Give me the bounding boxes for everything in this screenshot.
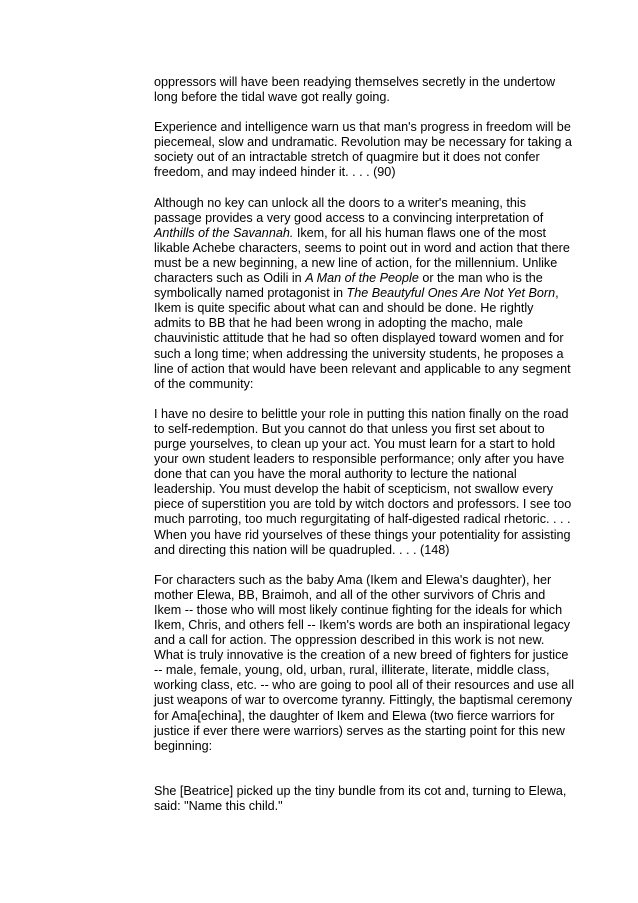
text-run: , Ikem is quite specific about what can and should be done. He rightly admits to BB that he had been wrong in adopting the macho, male chauvinistic attitude that he had so often displayed toward women and for such a long time; when addressing the university students, he proposes a line of action that would have been relevant and applicable to any segment of the community: (154, 286, 571, 391)
paragraph-quote-freedom (154, 120, 574, 180)
body-text (154, 75, 574, 829)
paragraph-new-beginning (154, 573, 574, 754)
text-run: She [Beatrice] picked up the tiny bundle from its cot and, turning to Elewa, said: "Name this child." (154, 783, 567, 813)
paragraph-quote-continuation (154, 75, 574, 105)
text-run: Although no key can unlock all the doors to a writer's meaning, this passage provides a very good access to a convincing interpretation of (154, 195, 544, 225)
text-run: I have no desire to belittle your role in putting this nation finally on the road to self-redemption. But you cannot do that unless you first set about to purge yourselves, to clean up your act. You must learn for a start to hold your own student leaders to responsible performance; only after you have done that can you have the moral authority to lecture the national leadership. You must develop the habit of scepticism, not swallow every piece of superstition you are told by witch doctors and professors. I see too much parroting, too much regurgitating of half-digested radical rhetoric. . . . When you have rid yourselves of these things your potentiality for assisting and directing this nation will be quadrupled. . . . (148) (154, 406, 572, 557)
paragraph-quote-students (154, 407, 574, 558)
title-anthills: Anthills of the Savannah. (154, 225, 294, 240)
paragraph-interpretation (154, 196, 574, 392)
title-beautyful-ones: The Beautyful Ones Are Not Yet Born (346, 286, 556, 301)
text-run: For characters such as the baby Ama (Ikem and Elewa's daughter), her mother Elewa, BB, Braimoh, and all of the other survivors of Chris and Ikem -- those who will most likely continue fighting for the ideals for which Ikem, Chris, and others fell -- Ikem's words are both an inspirational legacy and a call for action. The oppression described in this work is not new. What is truly innovative is the creation of a new breed of fighters for justice -- male, female, young, old, urban, rural, illiterate, literate, middle class, working class, etc. -- who are going to pool all of their resources and use all just weapons of war to overcome tyranny. Fittingly, the baptismal ceremony for Ama[echina], the daughter of Ikem and Elewa (two fierce warriors for justice if ever there were warriors) serves as the starting point for this new beginning: (154, 572, 575, 753)
title-man-of-the-people: A Man of the People (305, 271, 419, 286)
text-run: Experience and intelligence warn us that man's progress in freedom will be piecemeal, slow and undramatic. Revolution may be necessary for taking a society out of an intractable stretch of quagmire but it does not confer freedom, and may indeed hinder it. . . . (90) (154, 120, 572, 180)
text-run: oppressors will have been readying themselves secretly in the undertow long before the tidal wave got really going. (154, 75, 556, 105)
text-run: or the man who is the symbolically named protagonist in (154, 271, 543, 301)
text-run: Ikem, for all his human flaws one of the most likable Achebe characters, seems to point out in word and action that there must be a new beginning, a new line of action, for the millennium. Unlike characters such as Odili in (154, 225, 570, 286)
paragraph-quote-naming (154, 784, 574, 814)
